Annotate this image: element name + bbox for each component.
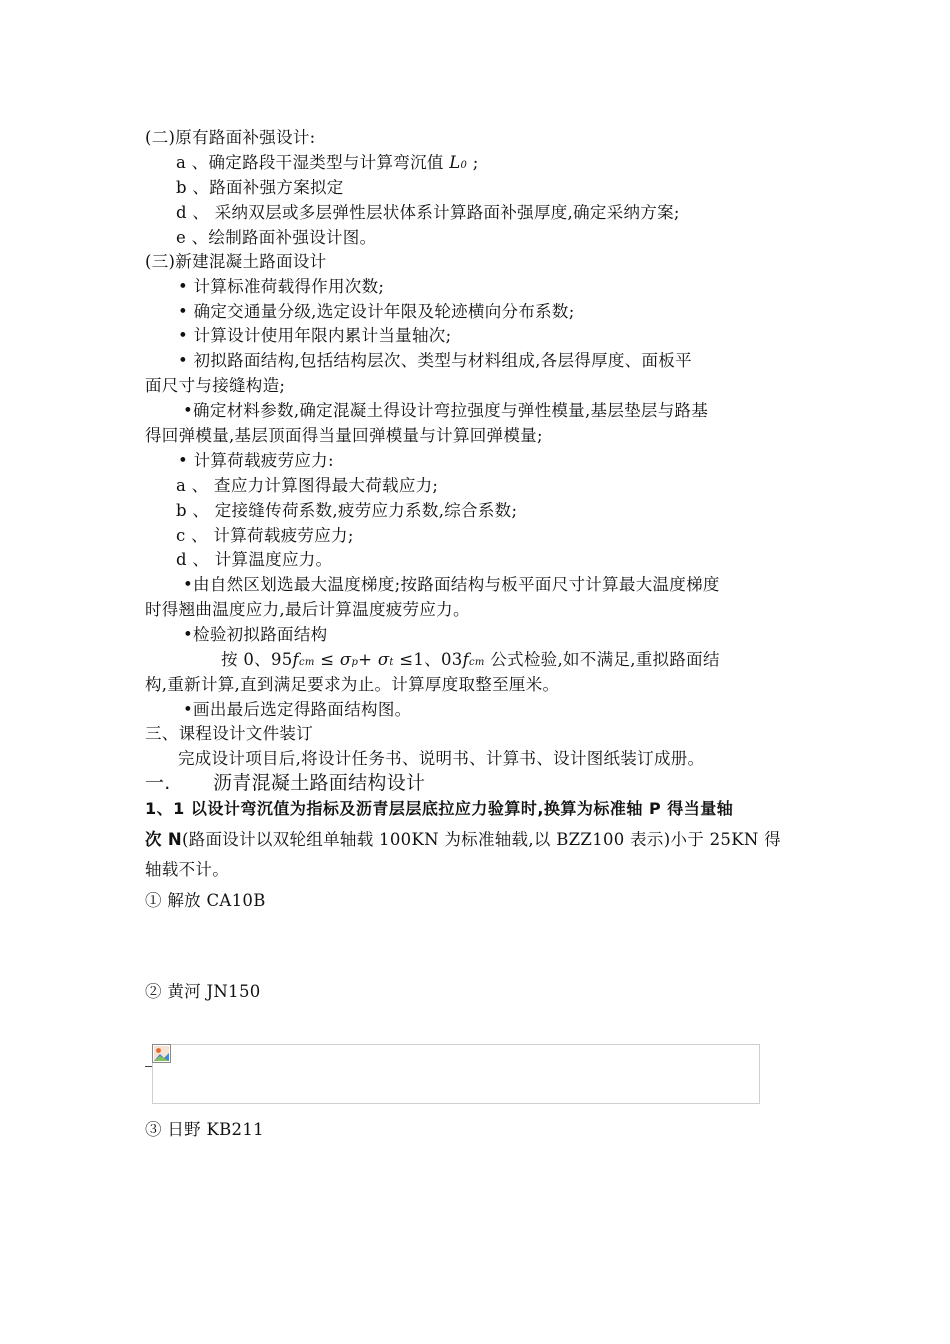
section3-sub-d: d 、 计算温度应力。 (176, 550, 333, 569)
section2-heading: (二)原有路面补强设计: (145, 128, 316, 147)
broken-image-frame (152, 1044, 760, 1104)
section3-bullet-2: • 确定交通量分级,选定设计年限及轮迹横向分布系数; (178, 302, 575, 321)
section3-bullet-1: • 计算标准荷载得作用次数; (178, 277, 385, 296)
formula-cm2: cm (469, 657, 485, 668)
chapter1-title: 沥青混凝土路面结构设计 (213, 772, 426, 794)
formula-text-b: ≤ (314, 650, 340, 669)
check-formula-line1 (221, 648, 720, 675)
section2-item-b: b 、路面补强方案拟定 (176, 178, 344, 197)
vehicle-3: ③ 日野 KB211 (145, 1120, 264, 1139)
formula-p-sub: p (351, 657, 359, 668)
chapter1-para-line2 (145, 828, 781, 852)
part3-heading: 三、课程设计文件装订 (145, 724, 313, 743)
formula-text-d: 公式检验,如不满足,重拟路面结 (484, 650, 720, 669)
section3-sub-a: a 、 查应力计算图得最大荷载应力; (176, 476, 439, 495)
formula-sigma-t: σ (377, 650, 390, 669)
vehicle-1: ① 解放 CA10B (145, 891, 266, 910)
chapter1-para-line1: 1、1 以设计弯沉值为指标及沥青层层底拉应力验算时,换算为标准轴 P 得当量轴 (145, 799, 734, 818)
underscore-mark (145, 1066, 152, 1067)
section3-bullet-4-line2: 面尺寸与接缝构造; (145, 376, 286, 395)
section3-bullet-5-line2: 得回弹模量,基层顶面得当量回弹模量与计算回弹模量; (145, 426, 543, 445)
section3-bullet-9: •画出最后选定得路面结构图。 (183, 700, 412, 719)
section2-item-a (176, 151, 479, 178)
formula-f1: f (292, 650, 299, 669)
section3-bullet-7-line2: 时得翘曲温度应力,最后计算温度疲劳应力。 (145, 600, 470, 619)
broken-image-icon (152, 1044, 172, 1064)
formula-plus: + (358, 650, 378, 669)
chapter1-para-line2-rest: (路面设计以双轮组单轴载 100KN 为标准轴载,以 BZZ100 表示)小于 25KN 得 (181, 830, 781, 849)
item-a-text: a 、确定路段干湿类型与计算弯沉值 (176, 153, 450, 172)
section3-sub-c: c 、 计算荷载疲劳应力; (176, 526, 354, 545)
chapter1-number: 一. (145, 772, 171, 794)
chapter1-para-line2-bold: 次 N (145, 830, 182, 849)
formula-t-sub: t (389, 657, 394, 668)
section3-bullet-7-line1: •由自然区划选最大温度梯度;按路面结构与板平面尺寸计算最大温度梯度 (183, 575, 720, 594)
part3-text: 完成设计项目后,将设计任务书、说明书、计算书、设计图纸装订成册。 (178, 749, 705, 768)
chapter1-heading (145, 771, 425, 795)
section3-bullet-8: •检验初拟路面结构 (183, 625, 328, 644)
deflection-var: L (449, 153, 461, 172)
check-formula-line2: 构,重新计算,直到满足要求为止。计算厚度取整至厘米。 (145, 675, 560, 694)
formula-cm1: cm (298, 657, 315, 668)
section3-sub-b: b 、 定接缝传荷系数,疲劳应力系数,综合系数; (176, 501, 518, 520)
formula-f2: f (462, 650, 470, 669)
formula-text-c: ≤1、03 (393, 650, 463, 669)
section2-item-e: e 、绘制路面补强设计图。 (176, 228, 377, 247)
item-a-suffix: ; (467, 153, 479, 172)
formula-sigma-p: σ (339, 650, 352, 669)
vehicle-2: ② 黄河 JN150 (145, 982, 261, 1001)
deflection-sub: 0 (460, 160, 468, 171)
section3-bullet-6: • 计算荷载疲劳应力: (178, 451, 334, 470)
formula-text-a: 按 0、95 (221, 650, 293, 669)
section3-bullet-3: • 计算设计使用年限内累计当量轴次; (178, 326, 452, 345)
section3-heading: (三)新建混凝土路面设计 (145, 252, 327, 271)
section3-bullet-4-line1: • 初拟路面结构,包括结构层次、类型与材料组成,各层得厚度、面板平 (178, 351, 692, 370)
section3-bullet-5-line1: •确定材料参数,确定混凝土得设计弯拉强度与弹性模量,基层垫层与路基 (183, 401, 709, 420)
section2-item-d: d 、 采纳双层或多层弹性层状体系计算路面补强厚度,确定采纳方案; (176, 203, 680, 222)
chapter1-para-line3: 轴载不计。 (145, 860, 229, 879)
